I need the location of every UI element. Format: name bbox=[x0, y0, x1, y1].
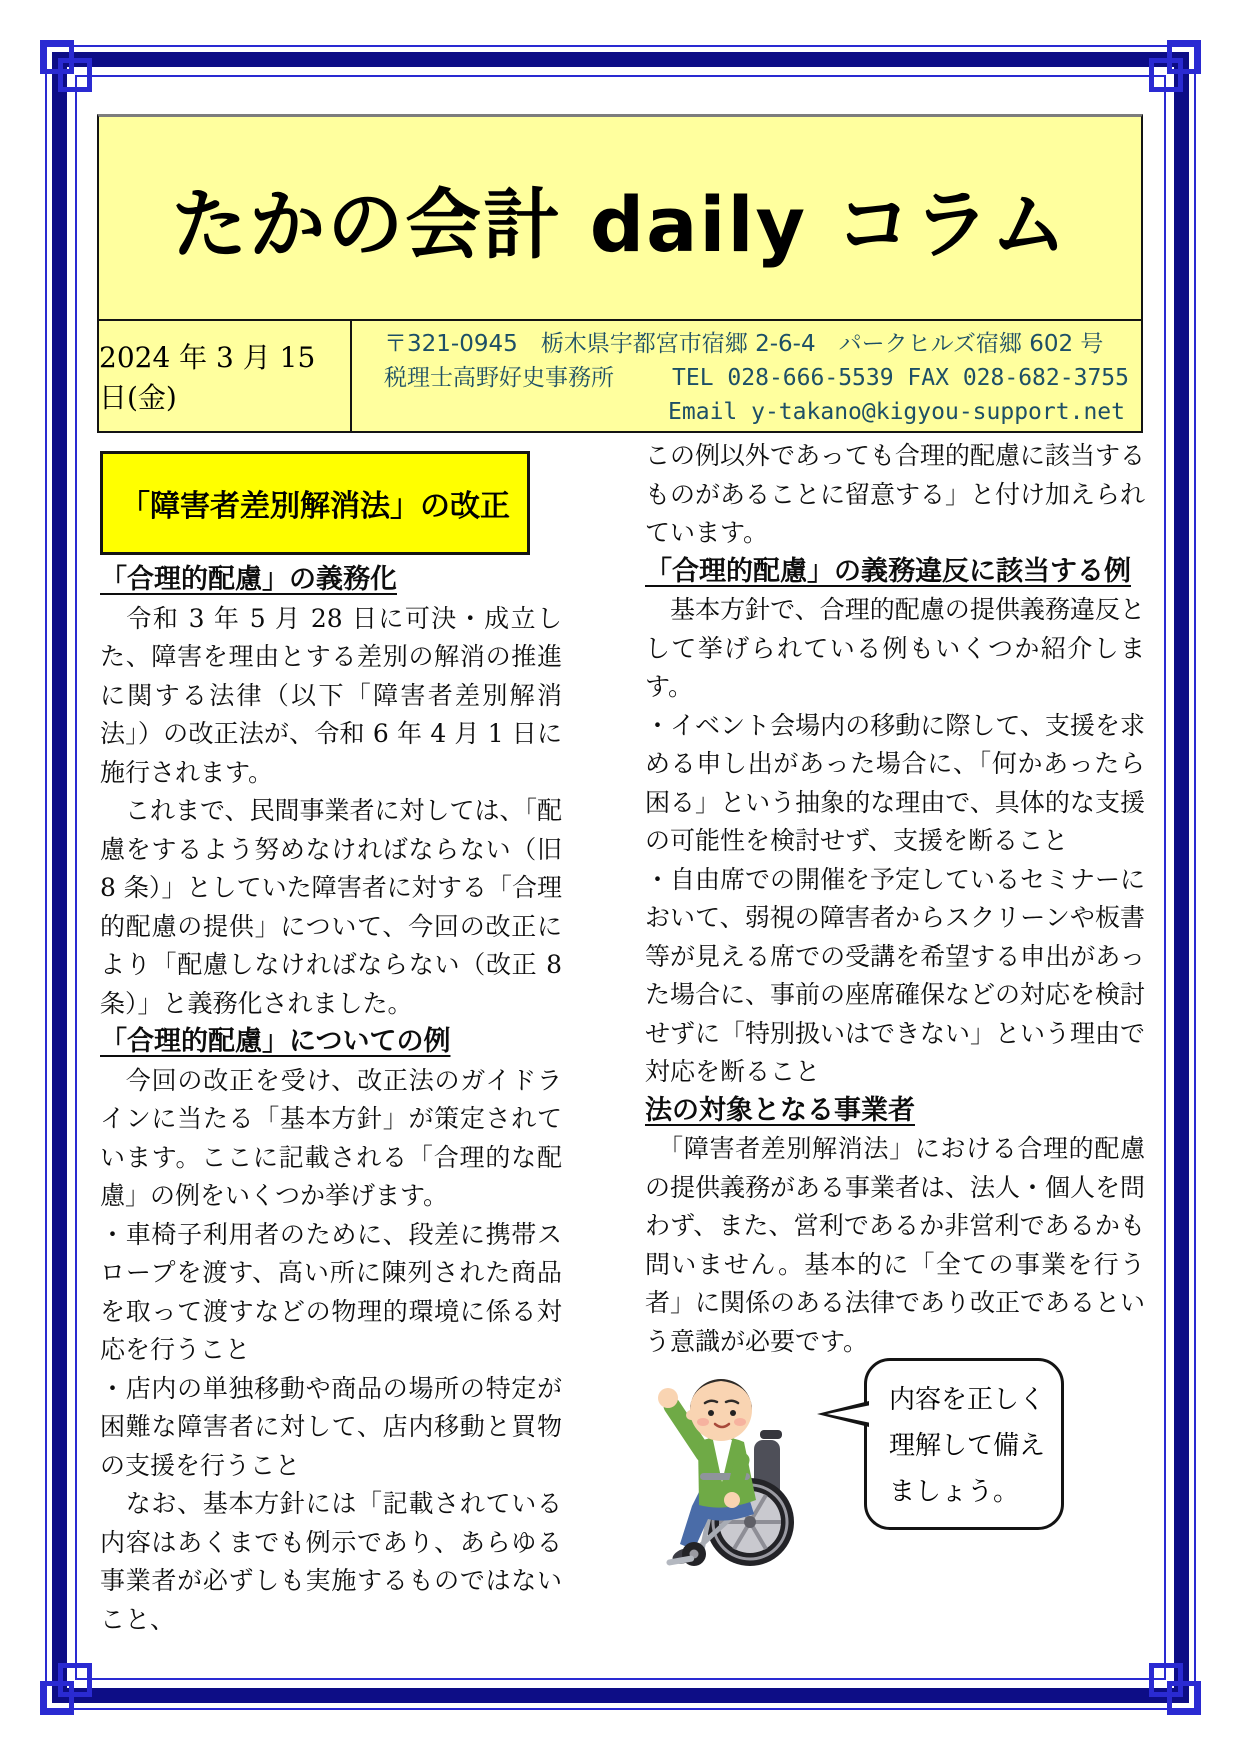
column-heading: 「合理的配慮」の義務違反に該当する例 bbox=[645, 555, 1131, 587]
border-corner-ornament bbox=[1167, 40, 1201, 74]
masthead-info-row bbox=[99, 319, 1141, 431]
left-column bbox=[100, 561, 562, 1639]
paragraph: これまで、民間事業者に対しては、「配慮をするよう努めなければならない（旧 8 条）」としていた障害者に対する「合理的配慮の提供」について、今回の改正により「配慮しなければならない（改正 8 条）」と義務化されました。 bbox=[100, 796, 563, 1018]
border-corner-ornament bbox=[1149, 1663, 1183, 1697]
office-email: Email y-takano@kigyou-support.net bbox=[668, 399, 1125, 425]
office-name: 税理士高野好史事務所 bbox=[384, 365, 615, 391]
office-address: 〒321-0945 栃木県宇都宮市宿郷 2-6-4 パークヒルズ宿郷 602 号 bbox=[384, 331, 1104, 357]
newsletter-title: たかの会計 daily コラム bbox=[171, 179, 1069, 269]
article-headline: 「障害者差別解消法」の改正 bbox=[120, 489, 510, 524]
office-contact-block bbox=[352, 321, 1141, 431]
office-line bbox=[384, 361, 1129, 395]
border-corner-ornament bbox=[58, 58, 92, 92]
issue-date: 2024 年 3 月 15 日(金) bbox=[99, 321, 352, 431]
masthead bbox=[97, 114, 1143, 433]
border-corner-ornament bbox=[1149, 58, 1183, 92]
column-heading: 「合理的配慮」についての例 bbox=[100, 1026, 451, 1057]
column-heading: 「合理的配慮」の義務化 bbox=[100, 564, 397, 595]
paragraph: 基本方針で、合理的配慮の提供義務違反として挙げられている例もいくつか紹介します。 bbox=[645, 595, 1145, 701]
wheelchair-user-icon bbox=[642, 1372, 807, 1572]
bullet-item: ・店内の単独移動や商品の場所の特定が困難な障害者に対して、店内移動と買物の支援を行うこと bbox=[100, 1373, 562, 1480]
paragraph: なお、基本方針には「記載されている内容はあくまでも例示であり、あらゆる事業者が必ずしも実施するものではないこと、 bbox=[100, 1489, 562, 1634]
paragraph: 「障害者差別解消法」における合理的配慮の提供義務がある事業者は、法人・個人を問わず、また、営利であるか非営利であるかも問いません。基本的に「全ての事業を行う者」に関係のある法律であり改正であるという意識が必要です。 bbox=[645, 1134, 1146, 1356]
column-heading: 法の対象となる事業者 bbox=[645, 1094, 915, 1126]
bullet-item: ・イベント会場内の移動に際して、支援を求める申し出があった場合に、「何かあったら困る」という抽象的な理由で、具体的な支援の可能性を検討せず、支援を断ること bbox=[645, 710, 1145, 855]
right-column bbox=[645, 437, 1145, 1361]
bullet-item: ・車椅子利用者のために、段差に携帯スロープを渡す、高い所に陳列された商品を取って渡すなどの物理的環境に係る対応を行うこと bbox=[100, 1219, 562, 1364]
speech-bubble-line: 内容を正しく bbox=[889, 1385, 1046, 1415]
paragraph: この例以外であっても合理的配慮に該当するものがあることに留意する」と付け加えられています。 bbox=[645, 441, 1146, 547]
border-corner-ornament bbox=[1167, 1681, 1201, 1715]
border-corner-ornament bbox=[58, 1663, 92, 1697]
border-corner-ornament bbox=[40, 40, 74, 74]
paragraph: 令和 3 年 5 月 28 日に可決・成立した、障害を理由とする差別の解消の推進に関する法律（以下「障害者差別解消法」）の改正法が、令和 6 年 4 月 1 日に施行されます。 bbox=[100, 603, 562, 787]
paragraph: 今回の改正を受け、改正法のガイドラインに当たる「基本方針」が策定されています。ここに記載される「合理的な配慮」の例をいくつか挙げます。 bbox=[100, 1065, 562, 1210]
article-headline-box bbox=[100, 451, 530, 555]
speech-bubble-line: 理解して備え bbox=[889, 1431, 1046, 1461]
bullet-item: ・自由席での開催を予定しているセミナーにおいて、弱視の障害者からスクリーンや板書等が見える席での受講を希望する申出があった場合に、事前の座席確保などの対応を検討せずに「特別扱いはできない」という理由で対応を断ること bbox=[645, 864, 1146, 1086]
speech-bubble-line: ましょう。 bbox=[889, 1477, 1020, 1507]
office-tel-fax: TEL 028-666-5539 FAX 028-682-3755 bbox=[672, 365, 1129, 391]
speech-bubble bbox=[864, 1358, 1064, 1530]
man-in-wheelchair-illustration bbox=[642, 1372, 807, 1572]
border-corner-ornament bbox=[40, 1681, 74, 1715]
